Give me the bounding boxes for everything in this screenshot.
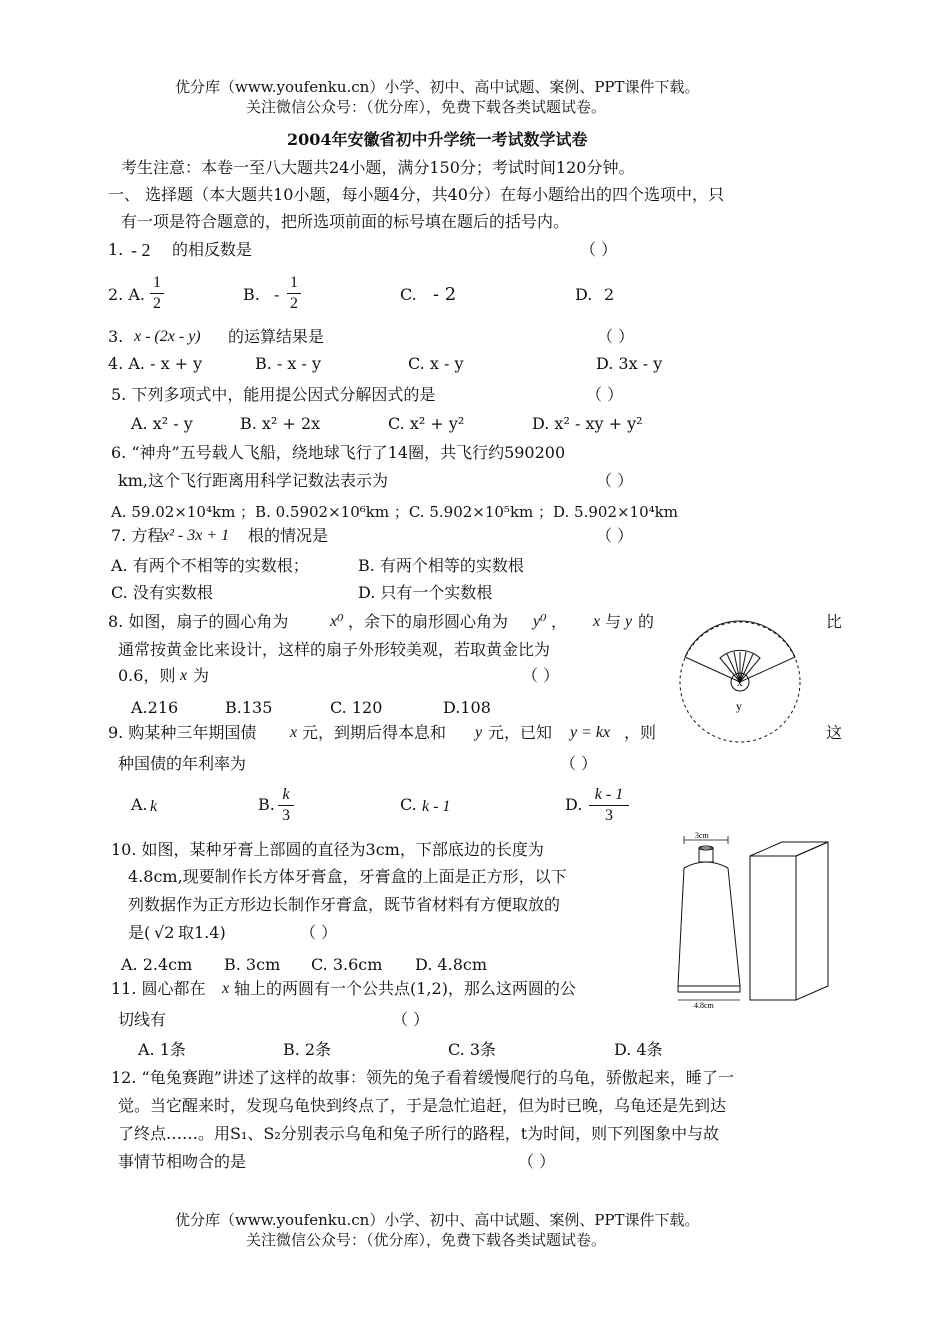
q4-option-b: B. - x - y xyxy=(255,354,322,373)
q2-d-label: D. xyxy=(575,285,593,304)
q9-d-numerator: k - 1 xyxy=(594,786,624,803)
q8-line1d: 的 xyxy=(638,612,655,631)
q2-a-label: 2. A. xyxy=(108,285,145,304)
q7-number: 7. 方程 xyxy=(111,526,164,545)
q2-a-numerator: 1 xyxy=(153,274,161,291)
q8-bi: 比 xyxy=(826,612,843,631)
q8-option-b: B.135 xyxy=(225,698,273,717)
q9-x: x xyxy=(290,724,298,741)
q7-text: 根的情况是 xyxy=(248,526,329,545)
q8-line1a: 8. 如图，扇子的圆心角为 xyxy=(108,612,289,631)
q5-option-a: A. x² - y xyxy=(131,414,193,433)
q10-line1: 10. 如图，某种牙膏上部圆的直径为3cm，下部底边的长度为 xyxy=(111,840,544,859)
q10-line3: 列数据作为正方形边长制作牙膏盒，既节省材料有方便取放的 xyxy=(128,895,561,914)
q9-line1d: ，则 xyxy=(624,723,657,742)
exam-notice: 考生注意：本卷一至八大题共24小题，满分150分；考试时间120分钟。 xyxy=(121,158,635,177)
q2-b-numerator: 1 xyxy=(290,274,298,291)
q9-y: y xyxy=(475,724,483,741)
q12-line2: 觉。当它醒来时，发现乌龟快到终点了，于是急忙追赶，但为时已晚，乌龟还是先到达 xyxy=(118,1096,727,1115)
q11-option-c: C. 3条 xyxy=(448,1040,497,1059)
q9-b-denominator: 3 xyxy=(282,807,290,824)
q5-text: 5. 下列多项式中，能用提公因式分解因式的是 xyxy=(111,385,436,404)
q5-option-c: C. x² + y² xyxy=(388,414,465,433)
q4-option-c: C. x - y xyxy=(408,354,464,373)
header-line-2: 关注微信公众号：（优分库），免费下载各类试题试卷。 xyxy=(246,98,607,116)
q11-option-d: D. 4条 xyxy=(614,1040,663,1059)
q2-a-denominator: 2 xyxy=(153,295,161,312)
q3-number: 3. xyxy=(108,327,124,346)
fan-figure xyxy=(672,600,812,760)
q8-line3x: x xyxy=(180,667,188,684)
q8-line3a: 0.6，则 xyxy=(118,666,176,685)
q9-a-label: A. xyxy=(131,795,148,814)
q12-line1: 12. “龟兔赛跑”讲述了这样的故事：领先的兔子看着缓慢爬行的乌龟，骄傲起来，睡了一 xyxy=(111,1068,734,1087)
toothpaste-top-dim: 3cm xyxy=(695,831,709,840)
q8-line1b: ，余下的扇形圆心角为 xyxy=(348,612,509,631)
q2-b-sign: - xyxy=(274,285,280,304)
q6-options: A. 59.02×10⁴km ；B. 0.5902×10⁶km ；C. 5.902×10⁵km ；D. 5.902×10⁴km xyxy=(111,503,678,521)
q2-c-value: - 2 xyxy=(433,284,457,305)
q9-b-numerator: k xyxy=(282,786,290,803)
q2-c-label: C. xyxy=(400,285,417,304)
q12-answer-paren: （ ） xyxy=(518,1152,556,1171)
q8-line2: 通常按黄金比来设计，这样的扇子外形较美观，若取黄金比为 xyxy=(118,640,551,659)
q9-c-value: k - 1 xyxy=(422,798,451,815)
exam-title: 2004年安徽省初中升学统一考试数学试卷 xyxy=(287,130,588,149)
q8-x0: x⁰ xyxy=(330,613,344,630)
q2-b-fraction xyxy=(287,274,301,313)
q10-option-a: A. 2.4cm xyxy=(121,955,193,974)
q8-x: x xyxy=(593,613,601,630)
q1-answer-paren: （ ） xyxy=(580,240,618,259)
q10-sqrt: √2 xyxy=(154,923,175,942)
q7-option-a: A. 有两个不相等的实数根； xyxy=(111,556,309,575)
q4-option-a: 4. A. - x + y xyxy=(108,354,203,373)
q9-a-value: k xyxy=(150,798,158,815)
q9-line1c: 元，已知 xyxy=(488,723,553,742)
header-line-1: 优分库（www.youfenku.cn）小学、初中、高中试题、案例、PPT课件下载。 xyxy=(175,78,700,96)
q8-answer-paren: （ ） xyxy=(522,666,560,685)
q3-expr: x - (2x - y) xyxy=(134,328,201,345)
q10-line4a: 是( xyxy=(128,923,151,942)
q9-b-label: B. xyxy=(258,795,275,814)
q9-answer-paren: （ ） xyxy=(560,754,598,773)
q9-zhe: 这 xyxy=(826,723,843,742)
section1-line2: 有一项是符合题意的，把所选项前面的标号填在题后的括号内。 xyxy=(121,212,570,231)
q5-option-d: D. x² - xy + y² xyxy=(532,414,643,433)
q7-option-c: C. 没有实数根 xyxy=(111,583,213,602)
q1-number: 1. xyxy=(108,240,124,259)
q8-yu: 与 xyxy=(605,612,622,631)
q10-option-d: D. 4.8cm xyxy=(415,955,488,974)
q2-b-label: B. xyxy=(243,285,260,304)
q9-d-label: D. xyxy=(565,795,583,814)
q7-answer-paren: （ ） xyxy=(596,526,634,545)
q11-line1a: 11. 圆心都在 xyxy=(111,979,206,998)
q6-answer-paren: （ ） xyxy=(596,471,634,490)
q7-option-d: D. 只有一个实数根 xyxy=(358,583,493,602)
q10-option-c: C. 3.6cm xyxy=(311,955,383,974)
q10-answer-paren: （ ） xyxy=(300,923,338,942)
q7-expr: x² - 3x + 1 xyxy=(162,527,230,544)
q8-option-c: C. 120 xyxy=(330,698,383,717)
q11-line1b: 轴上的两圆有一个公共点(1,2)，那么这两圆的公 xyxy=(234,979,576,998)
q2-b-denominator: 2 xyxy=(290,295,298,312)
q2-d-value: 2 xyxy=(604,285,615,304)
q8-option-d: D.108 xyxy=(443,698,491,717)
fan-label-x: x xyxy=(737,677,743,689)
q11-option-a: A. 1条 xyxy=(138,1040,186,1059)
q11-line2: 切线有 xyxy=(118,1010,167,1029)
q3-answer-paren: （ ） xyxy=(597,327,635,346)
q12-line4: 事情节相吻合的是 xyxy=(118,1152,247,1171)
footer-line-1: 优分库（www.youfenku.cn）小学、初中、高中试题、案例、PPT课件下载。 xyxy=(175,1211,700,1229)
q10-line4b: 取1.4) xyxy=(178,923,226,942)
q11-answer-paren: （ ） xyxy=(392,1010,430,1029)
q10-line2: 4.8cm,现要制作长方体牙膏盒，牙膏盒的上面是正方形，以下 xyxy=(128,867,567,886)
q8-y: y xyxy=(625,613,633,630)
q9-equation: y = kx xyxy=(570,724,611,741)
q5-option-b: B. x² + 2x xyxy=(240,414,321,433)
q2-a-fraction xyxy=(150,274,164,313)
q9-d-denominator: 3 xyxy=(605,807,613,824)
q5-answer-paren: （ ） xyxy=(586,385,624,404)
q8-line1c: ， xyxy=(551,612,568,631)
toothpaste-figure xyxy=(670,828,850,1018)
q10-option-b: B. 3cm xyxy=(224,955,281,974)
q8-option-a: A.216 xyxy=(131,698,179,717)
q6-line1: 6. “神舟”五号载人飞船，绕地球飞行了14圈，共飞行约590200 xyxy=(111,443,566,462)
q6-line2: km,这个飞行距离用科学记数法表示为 xyxy=(118,471,388,490)
q7-option-b: B. 有两个相等的实数根 xyxy=(358,556,524,575)
fan-label-y: y xyxy=(736,699,742,713)
q9-line1b: 元，到期后得本息和 xyxy=(302,723,447,742)
q4-option-d: D. 3x - y xyxy=(596,354,663,373)
q9-b-fraction xyxy=(278,786,294,825)
footer-line-2: 关注微信公众号：（优分库），免费下载各类试题试卷。 xyxy=(246,1231,607,1249)
q1-text: 的相反数是 xyxy=(172,240,253,259)
toothpaste-bottom-dim: 4.8cm xyxy=(694,1001,714,1010)
q9-line2: 种国债的年利率为 xyxy=(118,754,247,773)
q12-line3: 了终点……。用S₁、S₂分别表示乌龟和兔子所行的路程，t为时间，则下列图象中与故 xyxy=(118,1124,720,1143)
q1-expr: - 2 xyxy=(131,240,151,260)
q9-d-fraction xyxy=(589,786,629,825)
q11-x: x xyxy=(222,980,230,997)
q9-c-label: C. xyxy=(400,795,417,814)
q9-line1a: 9. 购某种三年期国债 xyxy=(108,723,257,742)
q8-y0: y⁰ xyxy=(533,613,547,630)
section1-line1: 一、 选择题（本大题共10小题，每小题4分，共40分）在每小题给出的四个选项中，只 xyxy=(108,185,724,204)
q8-line3b: 为 xyxy=(193,666,210,685)
q11-option-b: B. 2条 xyxy=(283,1040,332,1059)
q3-text: 的运算结果是 xyxy=(228,327,325,346)
